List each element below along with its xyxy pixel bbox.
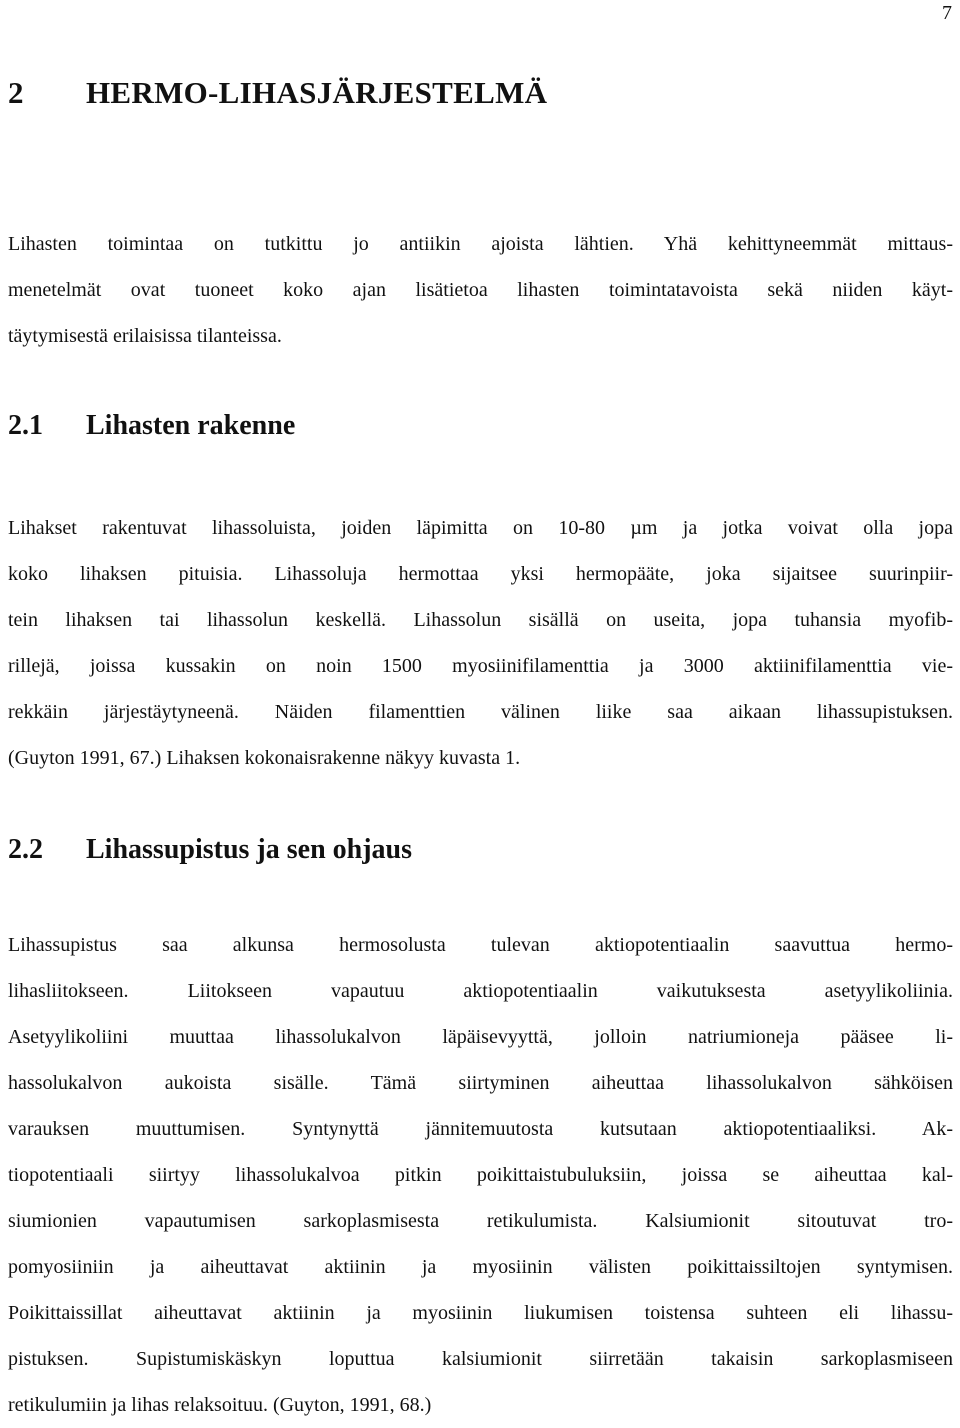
chapter-heading (8, 75, 547, 111)
paragraph-line: pomyosiiniin ja aiheuttavat aktiinin ja myosiinin välisten poikittaissiltojen syntymisen. (8, 1256, 953, 1278)
page-number: 7 (942, 2, 952, 24)
chapter-number: 2 (8, 75, 24, 110)
section-title: Lihassupistus ja sen ohjaus (86, 834, 413, 865)
intro-paragraph (8, 221, 953, 359)
paragraph-line: koko lihaksen pituisia. Lihassoluja hermottaa yksi hermopääte, joka sijaitsee suurinpiir- (8, 563, 953, 585)
paragraph-line: Lihasten toimintaa on tutkittu jo antiikin ajoista lähtien. Yhä kehittyneemmät mittaus- (8, 233, 953, 255)
section-number: 2.2 (8, 834, 43, 865)
paragraph-line: (Guyton 1991, 67.) Lihaksen kokonaisrakenne näkyy kuvasta 1. (8, 747, 521, 769)
paragraph-line: varauksen muuttumisen. Syntynyttä jännitemuutosta kutsutaan aktiopotentiaaliksi. Ak- (8, 1118, 953, 1140)
paragraph-line: menetelmät ovat tuoneet koko ajan lisätietoa lihasten toimintatavoista sekä niiden käyt- (8, 279, 953, 301)
paragraph-line: siumionien vapautumisen sarkoplasmisesta retikulumista. Kalsiumionit sitoutuvat tro- (8, 1210, 953, 1232)
paragraph-line: täytymisestä erilaisissa tilanteissa. (8, 325, 282, 347)
section-heading-2-1 (8, 410, 295, 442)
section-2-2-paragraph (8, 922, 953, 1428)
section-number: 2.1 (8, 410, 43, 441)
paragraph-line: Poikittaissillat aiheuttavat aktiinin ja myosiinin liukumisen toistensa suhteen eli lihassu- (8, 1302, 953, 1324)
section-2-1-paragraph (8, 505, 953, 781)
paragraph-line: tein lihaksen tai lihassolun keskellä. Lihassolun sisällä on useita, jopa tuhansia myofib- (8, 609, 953, 631)
paragraph-line: Lihassupistus saa alkunsa hermosolusta tulevan aktiopotentiaalin saavuttua hermo- (8, 934, 953, 956)
paragraph-line: tiopotentiaali siirtyy lihassolukalvoa pitkin poikittaistubuluksiin, joissa se aiheuttaa kal- (8, 1164, 953, 1186)
paragraph-line: hassolukalvon aukoista sisälle. Tämä siirtyminen aiheuttaa lihassolukalvon sähköisen (8, 1072, 953, 1094)
chapter-title: HERMO-LIHASJÄRJESTELMÄ (86, 75, 548, 110)
paragraph-line: rillejä, joissa kussakin on noin 1500 myosiinifilamenttia ja 3000 aktiinifilamenttia vie- (8, 655, 953, 677)
section-title: Lihasten rakenne (86, 410, 296, 441)
paragraph-line: lihasliitokseen. Liitokseen vapautuu aktiopotentiaalin vaikutuksesta asetyylikoliinia. (8, 980, 953, 1002)
paragraph-line: retikulumiin ja lihas relaksoituu. (Guyton, 1991, 68.) (8, 1394, 432, 1416)
paragraph-line: pistuksen. Supistumiskäskyn loputtua kalsiumionit siirretään takaisin sarkoplasmiseen (8, 1348, 953, 1370)
paragraph-line: Asetyylikoliini muuttaa lihassolukalvon läpäisevyyttä, jolloin natriumioneja pääsee li- (8, 1026, 953, 1048)
paragraph-line: Lihakset rakentuvat lihassoluista, joiden läpimitta on 10-80 µm ja jotka voivat olla jopa (8, 517, 953, 539)
section-heading-2-2 (8, 834, 412, 866)
paragraph-line: rekkäin järjestäytyneenä. Näiden filamenttien välinen liike saa aikaan lihassupistuksen. (8, 701, 953, 723)
